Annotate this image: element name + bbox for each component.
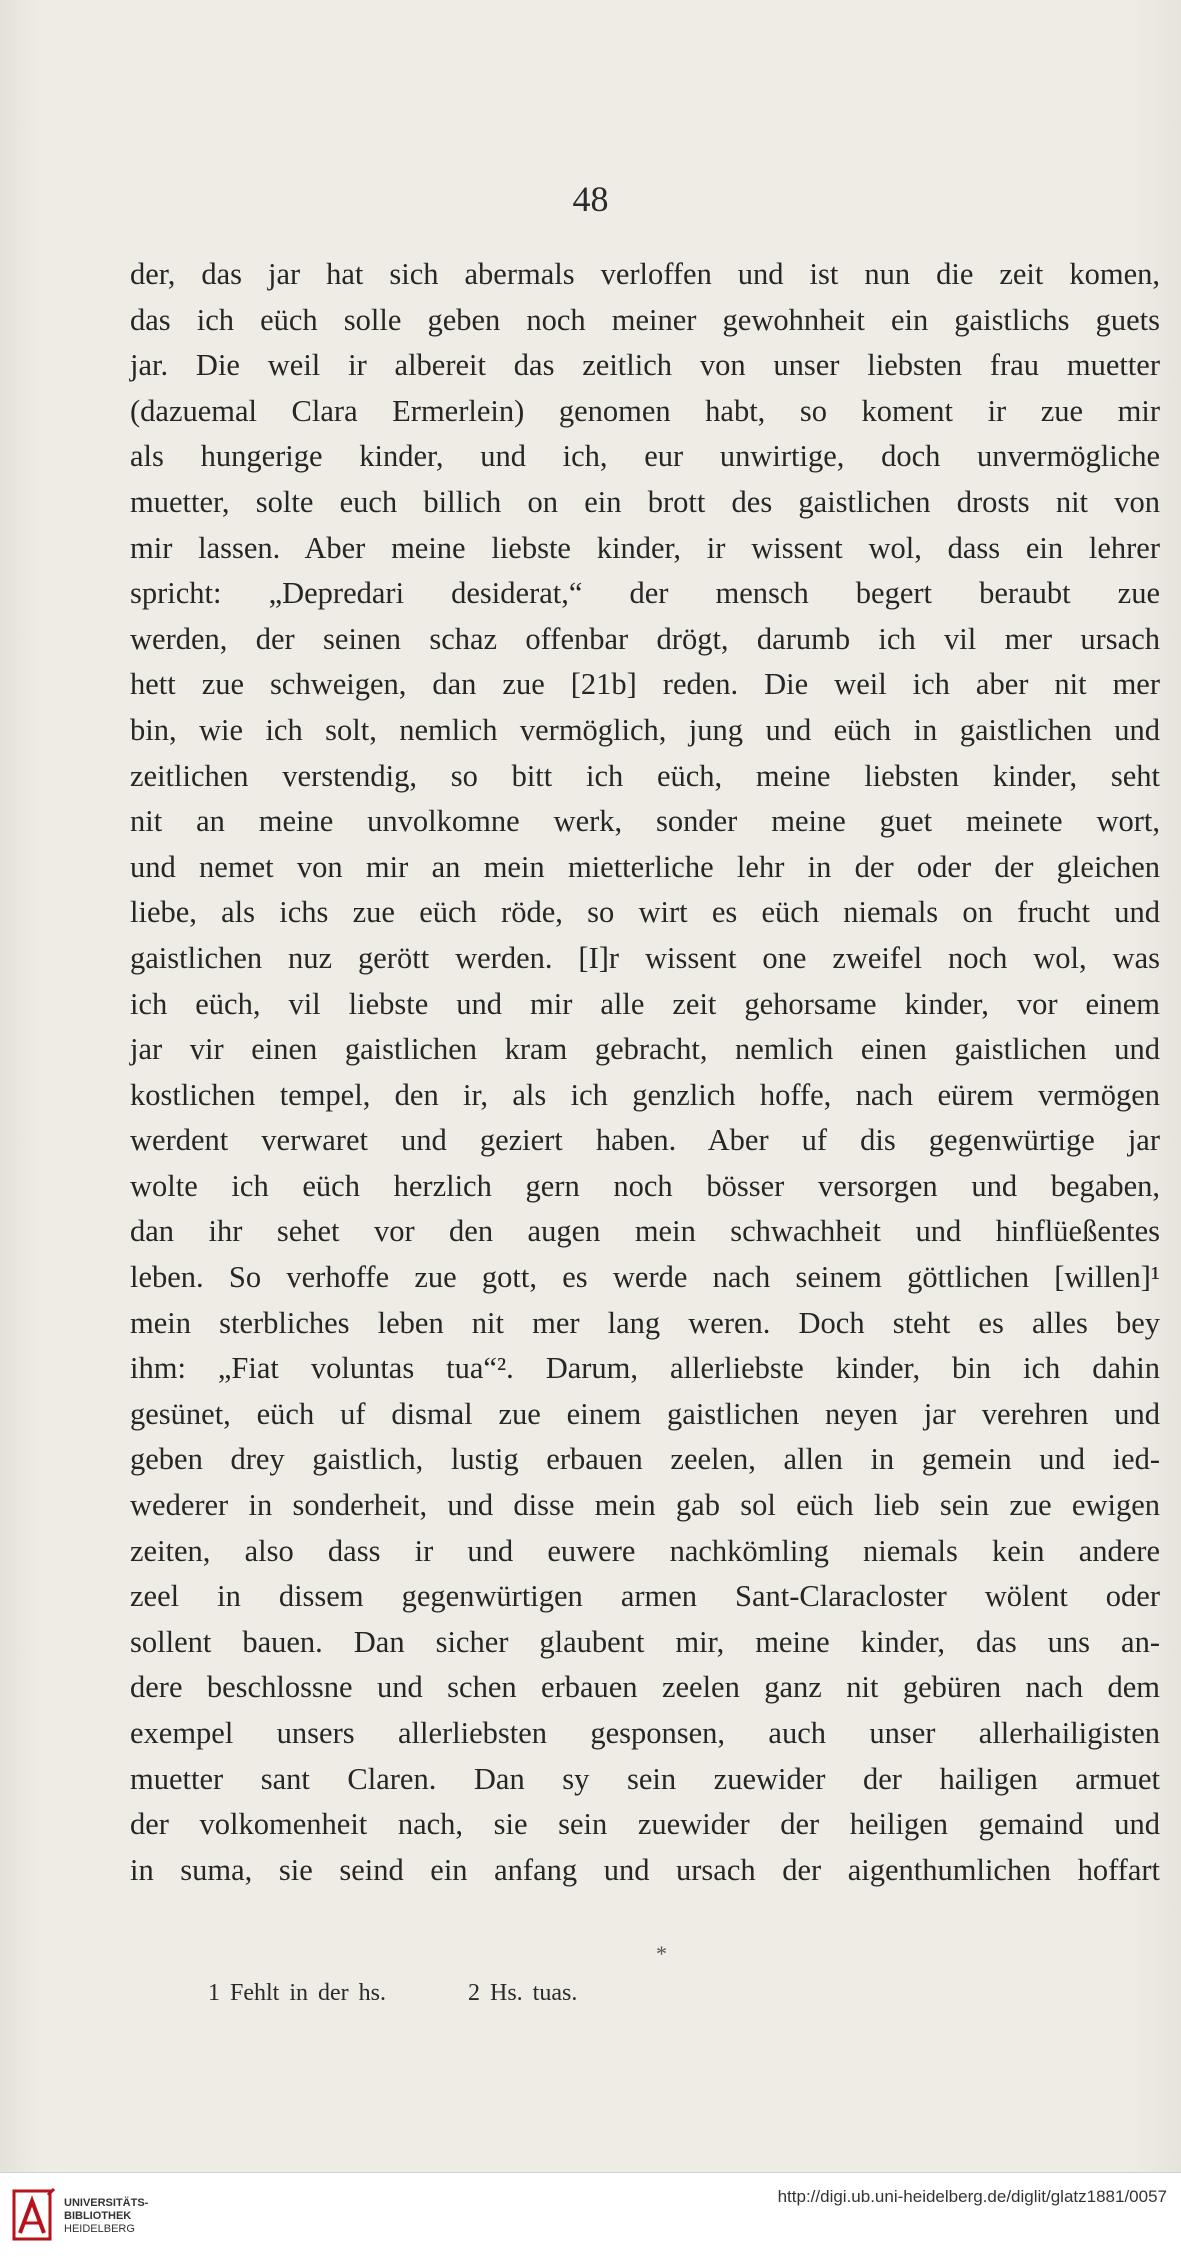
text-line: leben. So verhoffe zue gott, es werde nach seinem göttlichen [willen]¹ xyxy=(130,1260,1160,1295)
text-line: geben drey gaistlich, lustig erbauen zeelen, allen in gemein und ied- xyxy=(130,1442,1160,1477)
text-line: zeel in dissem gegenwürtigen armen Sant-Claracloster wölent oder xyxy=(130,1579,1160,1614)
text-line: mein sterbliches leben nit mer lang weren. Doch steht es alles bey xyxy=(130,1305,1160,1340)
text-line: als hungerige kinder, und ich, eur unwirtige, doch unvermögliche xyxy=(130,439,1160,474)
library-name xyxy=(64,2197,148,2236)
text-line: muetter, solte euch billich on ein brott des gaistlichen drosts nit von xyxy=(130,484,1160,519)
text-line: wolte ich eüch herzlich gern noch bösser versorgen und begaben, xyxy=(130,1168,1160,1203)
footnotes xyxy=(208,1980,649,2007)
text-line: und nemet von mir an mein mietterliche lehr in der oder der gleichen xyxy=(130,849,1160,884)
text-line: liebe, als ichs zue eüch röde, so wirt es eüch niemals on frucht und xyxy=(130,895,1160,930)
text-line: sollent bauen. Dan sicher glaubent mir, meine kinder, das uns an- xyxy=(130,1624,1160,1659)
footnote-1: 1 Fehlt in der hs. xyxy=(208,1980,386,2006)
text-line: werden, der seinen schaz offenbar drögt, darumb ich vil mer ursach xyxy=(130,621,1160,656)
text-line: in suma, sie seind ein anfang und ursach der aigenthumlichen hoffart xyxy=(130,1852,1160,1887)
text-line: dere beschlossne und schen erbauen zeelen ganz nit gebüren nach dem xyxy=(130,1670,1160,1705)
footnote-2: 2 Hs. tuas. xyxy=(468,1980,578,2006)
text-line: jar. Die weil ir albereit das zeitlich von unser liebsten frau muetter xyxy=(130,348,1160,383)
university-library-logo-icon[interactable] xyxy=(12,2187,56,2243)
signature-mark: * xyxy=(656,1941,667,1966)
text-line: muetter sant Claren. Dan sy sein zuewider der hailigen armuet xyxy=(130,1761,1160,1796)
text-line: der, das jar hat sich abermals verloffen und ist nun die zeit komen, xyxy=(130,257,1160,291)
library-name-line-3: HEIDELBERG xyxy=(64,2223,135,2235)
text-line: mir lassen. Aber meine liebste kinder, ir wissent wol, dass ein lehrer xyxy=(130,530,1160,565)
footer-bar xyxy=(0,2172,1181,2257)
text-line: spricht: „Depredari desiderat,“ der mensch begert beraubt zue xyxy=(130,576,1160,611)
text-line: ich eüch, vil liebste und mir alle zeit gehorsame kinder, vor einem xyxy=(130,986,1160,1021)
library-name-line-1: UNIVERSITÄTS- xyxy=(64,2197,149,2209)
text-line: werdent verwaret und geziert haben. Aber uf dis gegenwürtige jar xyxy=(130,1123,1160,1158)
text-line: dan ihr sehet vor den augen mein schwachheit und hinflüeßentes xyxy=(130,1214,1160,1249)
text-line: (dazuemal Clara Ermerlein) genomen habt, so koment ir zue mir xyxy=(130,393,1160,428)
text-line: bin, wie ich solt, nemlich vermöglich, jung und eüch in gaistlichen und xyxy=(130,712,1160,747)
text-line: hett zue schweigen, dan zue [21b] reden. Die weil ich aber nit mer xyxy=(130,667,1160,702)
text-line: nit an meine unvolkomne werk, sonder meine guet meinete wort, xyxy=(130,804,1160,839)
text-line: das ich eüch solle geben noch meiner gewohnheit ein gaistlichs guets xyxy=(130,302,1160,337)
text-line: zeiten, also dass ir und euwere nachkömling niemals kein andere xyxy=(130,1533,1160,1568)
library-name-line-2: BIBLIOTHEK xyxy=(64,2210,132,2222)
text-line: exempel unsers allerliebsten gesponsen, auch unser allerhailigisten xyxy=(130,1716,1160,1750)
text-line: kostlichen tempel, den ir, als ich genzlich hoffe, nach eürem vermögen xyxy=(130,1077,1160,1112)
page-number: 48 xyxy=(572,179,609,219)
text-line: zeitlichen verstendig, so bitt ich eüch, meine liebsten kinder, seht xyxy=(130,758,1160,793)
text-line: gesünet, eüch uf dismal zue einem gaistlichen neyen jar verehren und xyxy=(130,1396,1160,1431)
text-line: jar vir einen gaistlichen kram gebracht, nemlich einen gaistlichen und xyxy=(130,1032,1160,1067)
text-line: ihm: „Fiat voluntas tua“². Darum, allerliebste kinder, bin ich dahin xyxy=(130,1351,1160,1386)
text-line: der volkomenheit nach, sie sein zuewider der heiligen gemaind und xyxy=(130,1807,1160,1842)
text-line: gaistlichen nuz gerött werden. [I]r wissent one zweifel noch wol, was xyxy=(130,940,1160,975)
text-line: wederer in sonderheit, und disse mein gab sol eüch lieb sein zue ewigen xyxy=(130,1488,1160,1523)
source-url-link[interactable]: http://digi.ub.uni-heidelberg.de/diglit/glatz1881/0057 xyxy=(777,2187,1167,2206)
body-text xyxy=(130,252,1160,1893)
